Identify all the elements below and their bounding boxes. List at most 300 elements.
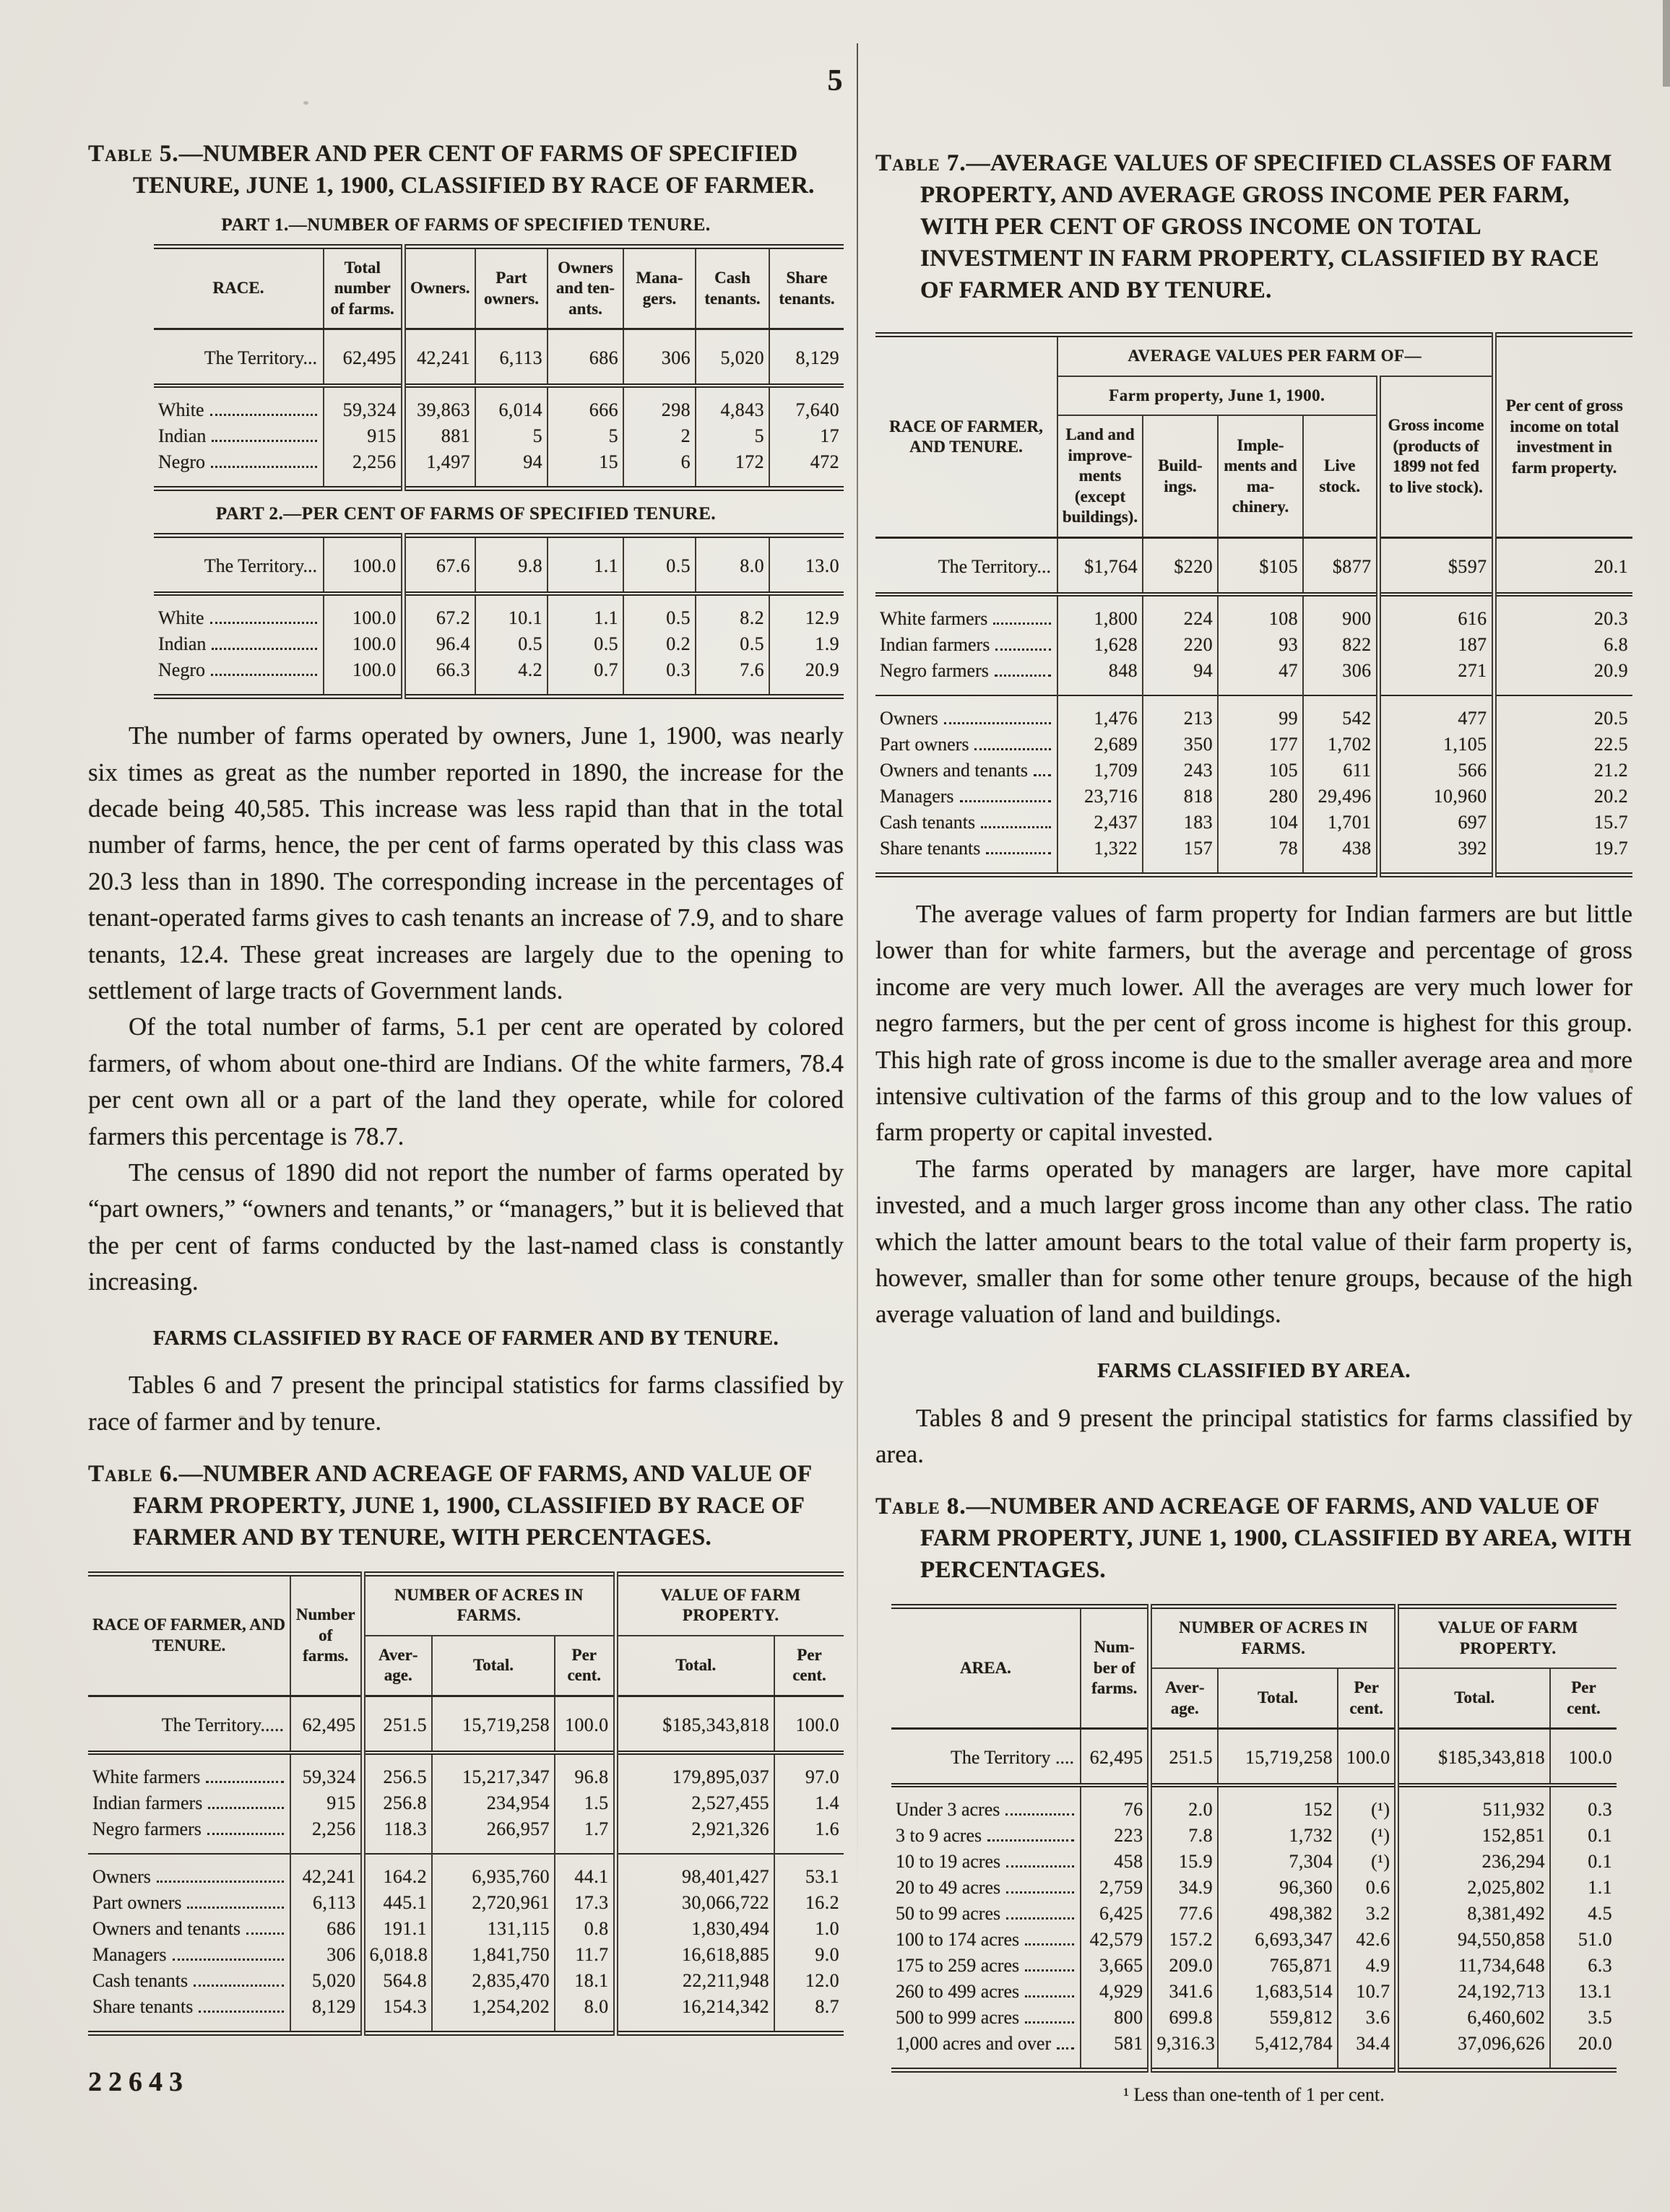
- cell-value: 15.9: [1150, 1849, 1218, 1875]
- cell-value: 98,401,427: [615, 1854, 774, 1890]
- table-7: [875, 332, 1632, 877]
- cell-value: 3,665: [1081, 1953, 1150, 1979]
- table-row: [875, 632, 1632, 658]
- cell-value: 0.5: [623, 536, 696, 594]
- cell-value: 271: [1378, 658, 1494, 695]
- cell-value: 298: [623, 386, 696, 423]
- cell-value: 5: [475, 423, 548, 449]
- cell-value: 15: [548, 449, 623, 489]
- cell-value: 1,476: [1057, 695, 1143, 732]
- cell-value: 44.1: [555, 1854, 615, 1890]
- cell-value: 2: [623, 423, 696, 449]
- cell-value: 100.0: [324, 657, 403, 697]
- column-header-acres-percent: Per cent.: [555, 1636, 615, 1696]
- dot-leader: [987, 1839, 1074, 1842]
- cell-value: $185,343,818: [1397, 1729, 1550, 1786]
- dot-leader: [974, 748, 1051, 750]
- cell-value: 187: [1378, 632, 1494, 658]
- cell-value: 915: [324, 423, 403, 449]
- table-row: [875, 810, 1632, 836]
- row-label: Share tenants: [88, 1994, 290, 2034]
- table-7-header: [875, 335, 1632, 538]
- cell-value: 209.0: [1150, 1953, 1218, 1979]
- dot-leader: [210, 622, 317, 624]
- cell-value: 6,425: [1081, 1901, 1150, 1927]
- cell-value: 77.6: [1150, 1901, 1218, 1927]
- dot-leader: [157, 1881, 284, 1883]
- table-row: [88, 1790, 844, 1816]
- right-column: [875, 148, 1632, 2106]
- cell-value: 183: [1143, 810, 1218, 836]
- table-7-title: [875, 148, 1632, 306]
- cell-value: 42.6: [1338, 1927, 1397, 1953]
- cell-value: $220: [1143, 537, 1218, 594]
- row-label: The Territory.....: [161, 1714, 284, 1735]
- cell-value: 256.5: [363, 1753, 432, 1790]
- column-header-number-of-farms: Number of farms.: [1081, 1607, 1150, 1729]
- row-label: The Territory...: [938, 555, 1051, 577]
- cell-value: 236,294: [1397, 1849, 1550, 1875]
- cell-value: 9.8: [475, 536, 548, 594]
- table-row: [875, 836, 1632, 875]
- cell-value: 1,709: [1057, 758, 1143, 784]
- cell-value: 2.0: [1150, 1785, 1218, 1823]
- column-header-total-farms: Total number of farms.: [324, 246, 403, 329]
- cell-value: 94: [1143, 658, 1218, 695]
- cell-value: 16,214,342: [615, 1994, 774, 2034]
- cell-value: 243: [1143, 758, 1218, 784]
- table-row: [88, 1942, 844, 1968]
- column-band-value: VALUE OF FARM PROPERTY.: [1397, 1607, 1617, 1669]
- cell-value: 822: [1303, 632, 1378, 658]
- cell-value: 100.0: [555, 1696, 615, 1753]
- row-label: Owners and tenants: [875, 758, 1057, 784]
- column-header-race-tenure: RACE OF FARMER, AND TENURE.: [889, 417, 1043, 456]
- race-rows-group: [88, 1753, 844, 1854]
- cell-value: 34.9: [1150, 1875, 1218, 1901]
- cell-value: 100.0: [324, 631, 403, 657]
- cell-value: 477: [1378, 695, 1494, 732]
- table-5-header: [154, 246, 844, 329]
- cell-value: 8.2: [696, 594, 769, 631]
- cell-value: 10.1: [475, 594, 548, 631]
- cell-value: 581: [1081, 2031, 1150, 2070]
- row-label: Cash tenants: [88, 1968, 290, 1994]
- cell-value: 9.0: [774, 1942, 844, 1968]
- cell-value: 5,020: [290, 1968, 363, 1994]
- cell-value: 7.6: [696, 657, 769, 697]
- table-row: [154, 594, 844, 631]
- cell-value: 154.3: [363, 1994, 432, 2034]
- cell-value: 8.0: [555, 1994, 615, 2034]
- cell-value: 0.3: [1550, 1785, 1617, 1823]
- table-row: [875, 594, 1632, 632]
- cell-value: 472: [769, 449, 844, 489]
- cell-value: 4,843: [696, 386, 769, 423]
- cell-value: 1,497: [403, 449, 475, 489]
- cell-value: 666: [548, 386, 623, 423]
- column-header-land-improvements: Land and improvements (except buildings).: [1057, 415, 1143, 537]
- table-row: [88, 1994, 844, 2034]
- cell-value: 42,241: [290, 1854, 363, 1890]
- cell-value: (¹): [1338, 1785, 1397, 1823]
- paper-speck: [303, 101, 308, 105]
- cell-value: 67.6: [403, 536, 475, 594]
- dot-leader: [207, 1833, 284, 1835]
- cell-value: 152: [1218, 1785, 1338, 1823]
- column-band-farm-property: Farm property, June 1, 1900.: [1057, 376, 1378, 416]
- cell-value: 224: [1143, 594, 1218, 632]
- cell-value: 59,324: [324, 386, 403, 423]
- cell-value: 2,256: [324, 449, 403, 489]
- column-header-gross-income: Gross income (products of 1899 not fed to live stock).: [1378, 376, 1494, 538]
- table-6-header: [88, 1574, 844, 1696]
- race-rows-group: [154, 386, 844, 489]
- cell-value: 1,254,202: [432, 1994, 555, 2034]
- cell-value: 94,550,858: [1397, 1927, 1550, 1953]
- cell-value: 0.1: [1550, 1823, 1617, 1849]
- table-row: [891, 2031, 1617, 2070]
- cell-value: 1.4: [774, 1790, 844, 1816]
- cell-value: 7,640: [769, 386, 844, 423]
- cell-value: 6,014: [475, 386, 548, 423]
- cell-value: 15,719,258: [1218, 1729, 1338, 1786]
- column-header-managers: Managers.: [623, 246, 696, 329]
- table-8-footnote: ¹ Less than one-tenth of 1 per cent.: [1123, 2084, 1385, 2106]
- cell-value: 10.7: [1338, 1979, 1397, 2005]
- cell-value: 1.9: [769, 631, 844, 657]
- column-header-owners: Owners.: [403, 246, 475, 329]
- row-label: Part owners: [88, 1890, 290, 1916]
- cell-value: 4.5: [1550, 1901, 1617, 1927]
- cell-value: 10,960: [1378, 784, 1494, 810]
- cell-value: 542: [1303, 695, 1378, 732]
- cell-value: 100.0: [324, 536, 403, 594]
- cell-value: 20.0: [1550, 2031, 1617, 2070]
- row-label: White farmers: [88, 1753, 290, 1790]
- paragraph: The census of 1890 did not report the number of farms operated by “part owners,” “owners and tenants,” or “managers,” but it is believed that the per cent of farms conducted by the last-named class is constantly increasing.: [88, 1158, 844, 1296]
- cell-value: 3.2: [1338, 1901, 1397, 1927]
- column-header-implements: Implements and machinery.: [1218, 415, 1303, 537]
- cell-value: 0.5: [696, 631, 769, 657]
- dot-leader: [993, 623, 1051, 625]
- cell-value: 105: [1218, 758, 1303, 784]
- column-header-area: AREA.: [960, 1658, 1011, 1677]
- table-row: [88, 1890, 844, 1916]
- cell-value: 848: [1057, 658, 1143, 695]
- cell-value: 4.9: [1338, 1953, 1397, 1979]
- cell-value: 220: [1143, 632, 1218, 658]
- cell-value: 2,689: [1057, 732, 1143, 758]
- cell-value: 686: [290, 1916, 363, 1942]
- row-label: 260 to 499 acres: [891, 1979, 1081, 2005]
- cell-value: 2,835,470: [432, 1968, 555, 1994]
- cell-value: 3.5: [1550, 2005, 1617, 2031]
- cell-value: 13.0: [769, 536, 844, 594]
- cell-value: 96.4: [403, 631, 475, 657]
- cell-value: 1,628: [1057, 632, 1143, 658]
- cell-value: 47: [1218, 658, 1303, 695]
- column-header-value-percent: Per cent.: [774, 1636, 844, 1696]
- table-8-title: [875, 1491, 1632, 1587]
- table-5-title: [88, 139, 844, 202]
- dot-leader: [1025, 1943, 1074, 1946]
- cell-value: 8.7: [774, 1994, 844, 2034]
- cell-value: 900: [1303, 594, 1378, 632]
- dot-leader: [1006, 1917, 1074, 1920]
- column-header-acres-total: Total.: [1218, 1668, 1338, 1729]
- table-row: [875, 758, 1632, 784]
- cell-value: 0.6: [1338, 1875, 1397, 1901]
- cell-value: 341.6: [1150, 1979, 1218, 2005]
- cell-value: 213: [1143, 695, 1218, 732]
- cell-value: 559,812: [1218, 2005, 1338, 2031]
- cell-value: 16.2: [774, 1890, 844, 1916]
- cell-value: 191.1: [363, 1916, 432, 1942]
- column-header-acres-total: Total.: [432, 1636, 555, 1696]
- dot-leader: [212, 440, 317, 442]
- table-row: [891, 1927, 1617, 1953]
- cell-value: 6,113: [290, 1890, 363, 1916]
- cell-value: 0.1: [1550, 1849, 1617, 1875]
- cell-value: 108: [1218, 594, 1303, 632]
- cell-value: 39,863: [403, 386, 475, 423]
- dot-leader: [1006, 1865, 1074, 1868]
- dot-leader: [246, 1933, 284, 1935]
- section-heading-area: FARMS CLASSIFIED BY AREA.: [1097, 1358, 1411, 1382]
- dot-leader: [1034, 774, 1051, 776]
- cell-value: 96.8: [555, 1753, 615, 1790]
- cell-value: 1.1: [548, 536, 623, 594]
- table-8: [891, 1604, 1617, 2073]
- cell-value: 15,719,258: [432, 1696, 555, 1753]
- cell-value: 6: [623, 449, 696, 489]
- row-label: 1,000 acres and over: [891, 2031, 1081, 2070]
- row-label: Owners: [875, 695, 1057, 732]
- cell-value: 78: [1218, 836, 1303, 875]
- table-7-label: Table 7.: [875, 150, 966, 176]
- cell-value: 6.3: [1550, 1953, 1617, 1979]
- cell-value: 0.8: [555, 1916, 615, 1942]
- cell-value: 1.1: [1550, 1875, 1617, 1901]
- cell-value: 8,129: [290, 1994, 363, 2034]
- table-8-title-text: —NUMBER AND ACREAGE OF FARMS, AND VALUE OF FARM PROPERTY, JUNE 1, 1900, CLASSIFIED BY AREA, WITH PERCENTAGES.: [920, 1493, 1632, 1584]
- cell-value: 2,759: [1081, 1875, 1150, 1901]
- row-label: Owners and tenants: [88, 1916, 290, 1942]
- column-header-livestock: Live stock.: [1303, 415, 1378, 537]
- table-row: [875, 732, 1632, 758]
- cell-value: 0.2: [623, 631, 696, 657]
- cell-value: 2,256: [290, 1816, 363, 1854]
- cell-value: 100.0: [1338, 1729, 1397, 1786]
- row-label: Indian farmers: [88, 1790, 290, 1816]
- row-label: The Territory ....: [951, 1747, 1074, 1769]
- table-row: [875, 695, 1632, 732]
- cell-value: 99: [1218, 695, 1303, 732]
- cell-value: 1,683,514: [1218, 1979, 1338, 2005]
- dot-leader: [210, 414, 317, 416]
- table-row: [891, 1953, 1617, 1979]
- cell-value: 616: [1378, 594, 1494, 632]
- cell-value: 20.2: [1494, 784, 1632, 810]
- paragraph: The average values of farm property for Indian farmers are but little lower than for white farmers, but the average and percentage of gross income are very much lower. All the averages are very much lower for negro farmers, but the per cent of gross income is highest for this group. This high rate of gross income is due to the smaller average area and more intensive cultivation of the farms of this group and to the low values of farm property or capital invested.: [875, 899, 1632, 1147]
- cell-value: 62,495: [1081, 1729, 1150, 1786]
- cell-value: 100.0: [774, 1696, 844, 1753]
- cell-value: 100.0: [1550, 1729, 1617, 1786]
- table-row: [891, 1729, 1617, 1786]
- cell-value: 2,025,802: [1397, 1875, 1550, 1901]
- cell-value: 8,381,492: [1397, 1901, 1550, 1927]
- table-row: [88, 1968, 844, 1994]
- cell-value: 13.1: [1550, 1979, 1617, 2005]
- cell-value: 7,304: [1218, 1849, 1338, 1875]
- row-label: 500 to 999 acres: [891, 2005, 1081, 2031]
- cell-value: 8.0: [696, 536, 769, 594]
- table-row: [88, 1816, 844, 1854]
- column-band-acres: NUMBER OF ACRES IN FARMS.: [363, 1574, 615, 1636]
- row-label: Managers: [88, 1942, 290, 1968]
- row-label: Managers: [875, 784, 1057, 810]
- cell-value: 0.5: [475, 631, 548, 657]
- cell-value: 104: [1218, 810, 1303, 836]
- cell-value: 881: [403, 423, 475, 449]
- cell-value: 511,932: [1397, 1785, 1550, 1823]
- cell-value: 251.5: [363, 1696, 432, 1753]
- row-label: White: [154, 594, 324, 631]
- dot-leader: [944, 722, 1051, 724]
- table-row: [875, 784, 1632, 810]
- cell-value: 350: [1143, 732, 1218, 758]
- table-6-title-text: —NUMBER AND ACREAGE OF FARMS, AND VALUE OF FARM PROPERTY, JUNE 1, 1900, CLASSIFIED BY RACE OF FARMER AND BY TENURE, WITH PERCENTAGES.: [133, 1461, 812, 1551]
- cell-value: 66.3: [403, 657, 475, 697]
- table-7-title-text: —AVERAGE VALUES OF SPECIFIED CLASSES OF FARM PROPERTY, AND AVERAGE GROSS INCOME PER FARM, WITH PER CENT OF GROSS INCOME ON TOTAL INVESTMENT IN FARM PROPERTY, CLASSIFIED BY RACE OF FARMER AND BY TENURE.: [920, 150, 1612, 303]
- table-row: [891, 1849, 1617, 1875]
- paragraph: The number of farms operated by owners, June 1, 1900, was nearly six times as great as the number reported in 1890, the increase for the decade being 40,585. This increase was less rapid than that in the total number of farms, hence, the per cent of farms operated by this class was 20.3 less than in 1890. The corresponding increase in the percentages of tenant-operated farms gives to cash tenants an increase of 7.9, and to share tenants, 12.4. These great increases are largely due to the opening to settlement of large tracts of Government lands.: [88, 721, 844, 1005]
- cell-value: 16,618,885: [615, 1942, 774, 1968]
- table-row: [891, 1875, 1617, 1901]
- cell-value: 1,830,494: [615, 1916, 774, 1942]
- cell-value: 4,929: [1081, 1979, 1150, 2005]
- table-row: [154, 423, 844, 449]
- column-header-value-percent: Per cent.: [1550, 1668, 1617, 1729]
- row-label: Share tenants: [875, 836, 1057, 875]
- row-label: 175 to 259 acres: [891, 1953, 1081, 1979]
- column-header-part-owners: Part owners.: [475, 246, 548, 329]
- cell-value: $1,764: [1057, 537, 1143, 594]
- cell-value: 498,382: [1218, 1901, 1338, 1927]
- dot-leader: [173, 1959, 284, 1961]
- table-5-part-1-heading: PART 1.—NUMBER OF FARMS OF SPECIFIED TENURE.: [221, 214, 711, 235]
- dot-leader: [212, 648, 317, 650]
- cell-value: 306: [290, 1942, 363, 1968]
- row-label: White: [154, 386, 324, 423]
- dot-leader: [206, 1781, 284, 1783]
- cell-value: 15,217,347: [432, 1753, 555, 1790]
- cell-value: $105: [1218, 537, 1303, 594]
- cell-value: 12.0: [774, 1968, 844, 1994]
- cell-value: 6,935,760: [432, 1854, 555, 1890]
- cell-value: 93: [1218, 632, 1303, 658]
- dot-leader: [1005, 1813, 1074, 1816]
- column-header-number-of-farms: Number of farms.: [290, 1574, 363, 1696]
- dot-leader: [995, 675, 1051, 677]
- cell-value: 915: [290, 1790, 363, 1816]
- row-label: Negro farmers: [875, 658, 1057, 695]
- cell-value: 818: [1143, 784, 1218, 810]
- cell-value: 51.0: [1550, 1927, 1617, 1953]
- cell-value: $877: [1303, 537, 1378, 594]
- dot-leader: [211, 674, 317, 676]
- table-row: [891, 2005, 1617, 2031]
- cell-value: 6.8: [1494, 632, 1632, 658]
- column-divider-line: [857, 43, 858, 1892]
- column-band-acres: NUMBER OF ACRES IN FARMS.: [1150, 1607, 1397, 1669]
- cell-value: 5: [696, 423, 769, 449]
- cell-value: 21.2: [1494, 758, 1632, 784]
- row-label: Cash tenants: [875, 810, 1057, 836]
- table-5-title-text: —NUMBER AND PER CENT OF FARMS OF SPECIFIED TENURE, JUNE 1, 1900, CLASSIFIED BY RACE OF FARMER.: [133, 141, 815, 199]
- table-row: [88, 1753, 844, 1790]
- cell-value: 12.9: [769, 594, 844, 631]
- table-row: [154, 536, 844, 594]
- cell-value: 1,800: [1057, 594, 1143, 632]
- territory-row-group: [154, 329, 844, 386]
- race-rows-group: [154, 594, 844, 697]
- cell-value: 6,113: [475, 329, 548, 386]
- cell-value: 251.5: [1150, 1729, 1218, 1786]
- table-6: [88, 1571, 844, 2036]
- dot-leader: [187, 1907, 284, 1909]
- section-heading-race-tenure: FARMS CLASSIFIED BY RACE OF FARMER AND BY TENURE.: [152, 1326, 779, 1350]
- column-header-race-tenure: RACE OF FARMER, AND TENURE.: [92, 1615, 286, 1654]
- cell-value: 1.5: [555, 1790, 615, 1816]
- tenure-rows-group: [88, 1854, 844, 2034]
- dot-leader: [1025, 1995, 1074, 1998]
- page-number: 5: [827, 64, 843, 97]
- column-header-average: Average.: [1150, 1668, 1218, 1729]
- column-header-share-tenants: Share tenants.: [769, 246, 844, 329]
- cell-value: 566: [1378, 758, 1494, 784]
- column-header-value-total: Total.: [1397, 1668, 1550, 1729]
- row-label: Part owners: [875, 732, 1057, 758]
- cell-value: 0.3: [623, 657, 696, 697]
- cell-value: 5,412,784: [1218, 2031, 1338, 2070]
- table-5-part-2: [154, 533, 844, 699]
- cell-value: 1,322: [1057, 836, 1143, 875]
- column-header-cash-tenants: Cash tenants.: [696, 246, 769, 329]
- territory-row-group: [875, 537, 1632, 594]
- table-6-title: [88, 1459, 844, 1554]
- row-label: Negro farmers: [88, 1816, 290, 1854]
- cell-value: 0.5: [548, 631, 623, 657]
- column-header-value-total: Total.: [615, 1636, 774, 1696]
- paragraph: Of the total number of farms, 5.1 per cent are operated by colored farmers, of whom about one-third are Indians. Of the white farmers, 78.4 per cent own all or a part of the land they operate, while for colored farmers this percentage is 78.7.: [88, 1012, 844, 1150]
- area-rows-group: [891, 1785, 1617, 2070]
- cell-value: 20.9: [769, 657, 844, 697]
- table-row: [154, 657, 844, 697]
- cell-value: 17: [769, 423, 844, 449]
- column-header-race: RACE.: [212, 279, 264, 298]
- column-header-acres-percent: Per cent.: [1338, 1668, 1397, 1729]
- cell-value: 42,241: [403, 329, 475, 386]
- cell-value: 6,693,347: [1218, 1927, 1338, 1953]
- cell-value: 611: [1303, 758, 1378, 784]
- territory-row-group: [891, 1729, 1617, 1786]
- cell-value: 67.2: [403, 594, 475, 631]
- race-rows-group: [875, 594, 1632, 695]
- cell-value: 20.9: [1494, 658, 1632, 695]
- dot-leader: [1057, 2047, 1074, 2050]
